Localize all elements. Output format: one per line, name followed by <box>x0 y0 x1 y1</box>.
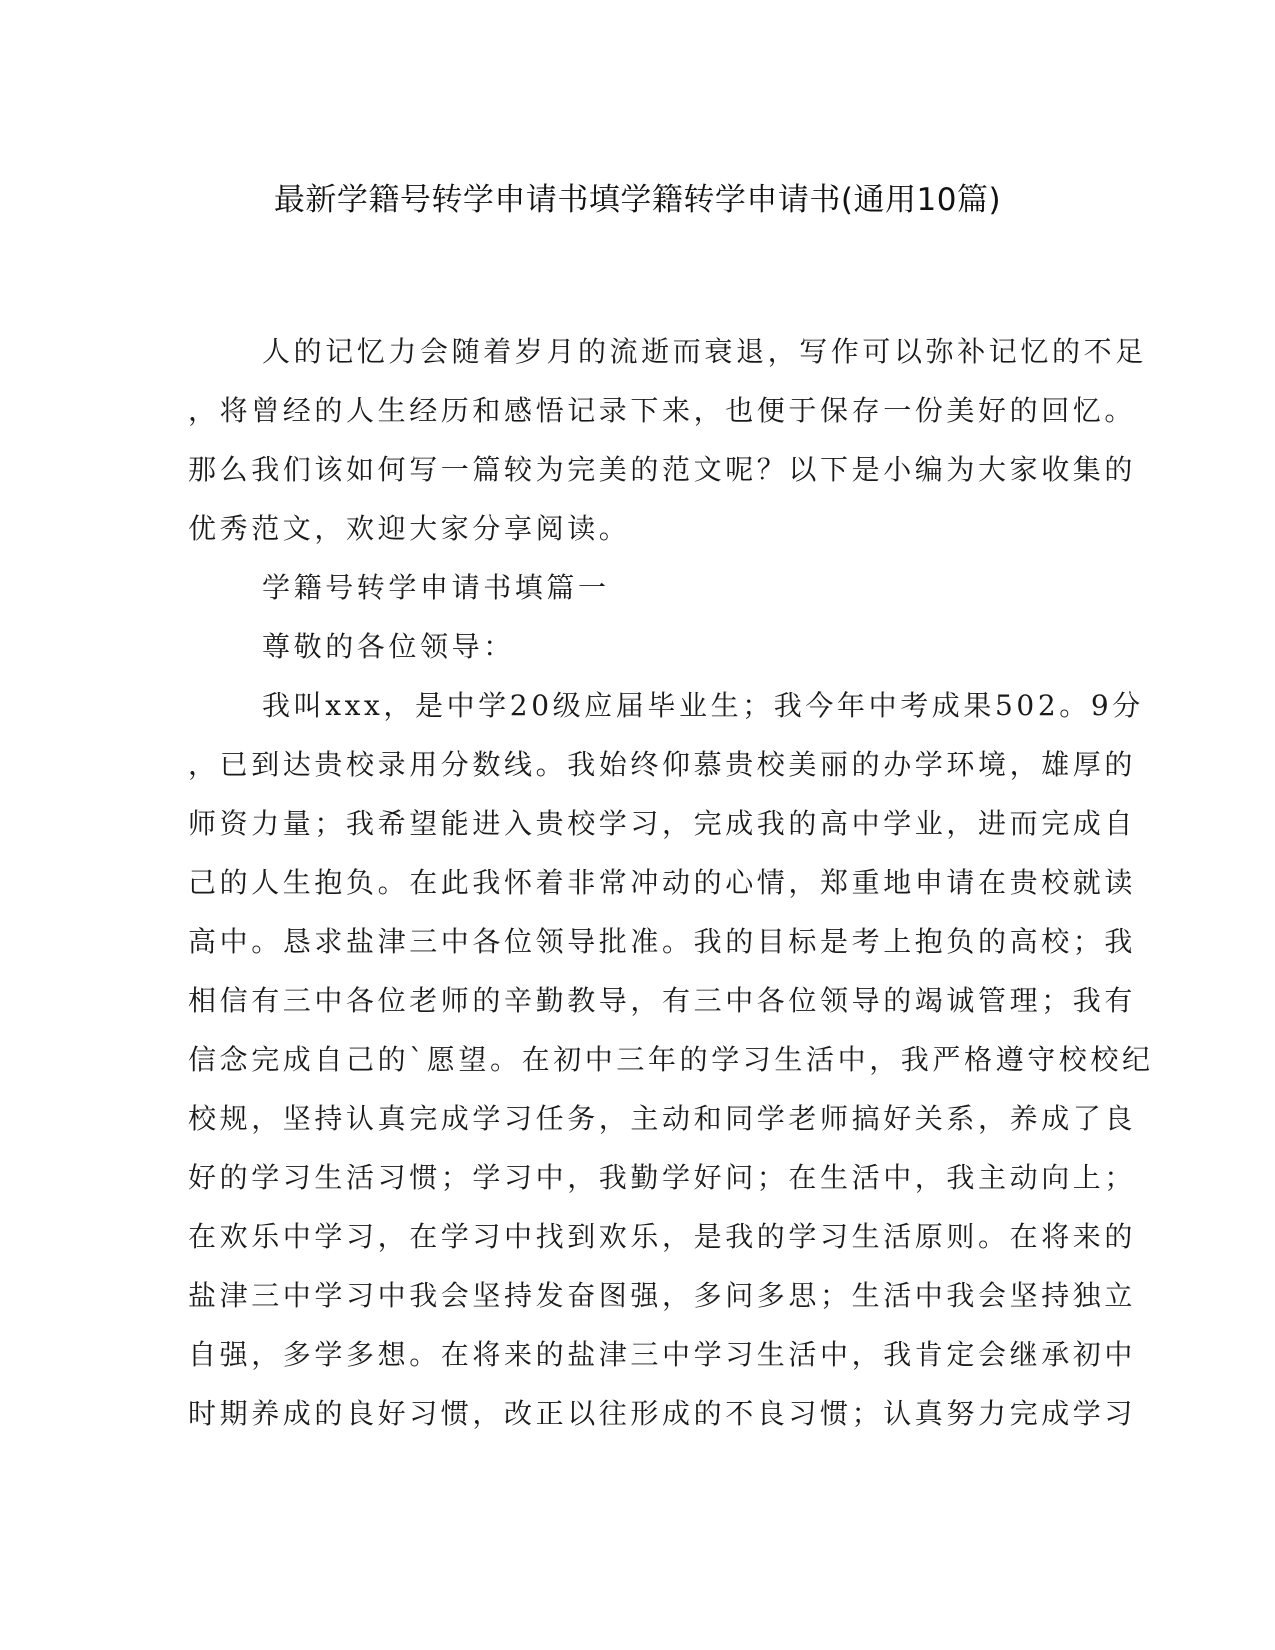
paragraph-line: ，已到达贵校录用分数线。我始终仰慕贵校美丽的办学环境，雄厚的 <box>188 748 1137 781</box>
document-title: 最新学籍号转学申请书填学籍转学申请书(通用10篇) <box>273 182 1002 218</box>
paragraph-line: 高中。恳求盐津三中各位领导批准。我的目标是考上抱负的高校；我 <box>188 925 1137 958</box>
paragraph-line: 盐津三中学习中我会坚持发奋图强，多问多思；生活中我会坚持独立 <box>188 1279 1137 1312</box>
paragraph-line: 相信有三中各位老师的辛勤教导，有三中各位领导的竭诚管理；我有 <box>188 984 1137 1017</box>
paragraph-line: 那么我们该如何写一篇较为完美的范文呢？以下是小编为大家收集的 <box>188 453 1137 486</box>
paragraph-line: 人的记忆力会随着岁月的流逝而衰退，写作可以弥补记忆的不足 <box>262 335 1147 368</box>
paragraph-line: 校规，坚持认真完成学习任务，主动和同学老师搞好关系，养成了良 <box>188 1102 1137 1135</box>
paragraph-line: 我叫xxx，是中学20级应届毕业生；我今年中考成果502。9分 <box>262 689 1144 722</box>
document-body <box>188 322 1154 1443</box>
salutation: 尊敬的各位领导： <box>262 630 515 663</box>
paragraph-line: 时期养成的良好习惯，改正以往形成的不良习惯；认真努力完成学习 <box>188 1397 1137 1430</box>
paragraph-line: 优秀范文，欢迎大家分享阅读。 <box>188 512 631 545</box>
paragraph-line: 己的人生抱负。在此我怀着非常冲动的心情，郑重地申请在贵校就读 <box>188 866 1137 899</box>
paragraph-line: 师资力量；我希望能进入贵校学习，完成我的高中学业，进而完成自 <box>188 807 1137 840</box>
paragraph-line: ，将曾经的人生经历和感悟记录下来，也便于保存一份美好的回忆。 <box>188 394 1137 427</box>
section-heading: 学籍号转学申请书填篇一 <box>262 571 610 604</box>
paragraph-line: 自强，多学多想。在将来的盐津三中学习生活中，我肯定会继承初中 <box>188 1338 1137 1371</box>
paragraph-line: 在欢乐中学习，在学习中找到欢乐，是我的学习生活原则。在将来的 <box>188 1220 1137 1253</box>
paragraph-line: 信念完成自己的`愿望。在初中三年的学习生活中，我严格遵守校校纪 <box>188 1043 1154 1076</box>
paragraph-line: 好的学习生活习惯；学习中，我勤学好问；在生活中，我主动向上； <box>188 1161 1137 1194</box>
